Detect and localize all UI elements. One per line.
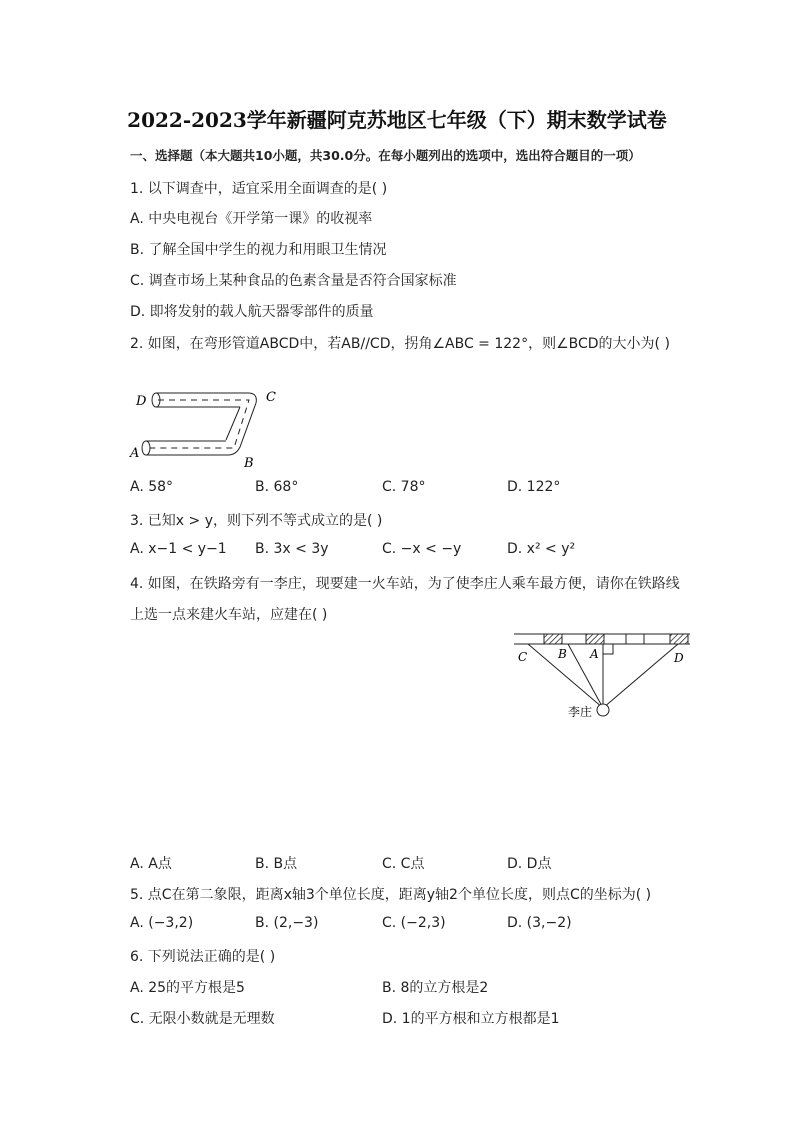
question-3-option-c: C. −x < −y — [382, 541, 462, 557]
railway-figure — [508, 628, 698, 723]
question-2-option-b: B. 68° — [255, 479, 299, 495]
figure-label-c: C — [266, 390, 276, 405]
figure-label-a: A — [590, 647, 599, 661]
question-2-stem: 2. 如图，在弯形管道ABCD中，若AB//CD，拐角∠ABC = 122°，则∠BCD的大小为( ) — [130, 336, 670, 352]
question-5-option-b: B. (2,−3) — [255, 915, 319, 931]
figure-label-b: B — [558, 647, 567, 661]
question-6-stem: 6. 下列说法正确的是( ) — [130, 949, 276, 965]
figure-label-a: A — [130, 446, 140, 461]
figure-label-b: B — [244, 456, 254, 471]
question-4-stem-line2: 上选一点来建火车站，应建在( ) — [130, 607, 328, 623]
question-1-option-c: C. 调查市场上某种食品的色素含量是否符合国家标准 — [130, 273, 457, 289]
figure-label-c: C — [518, 650, 528, 664]
figure-label-village: 李庄 — [568, 705, 593, 719]
page-title: 2022-2023学年新疆阿克苏地区七年级（下）期末数学试卷 — [127, 108, 667, 132]
question-6-option-b: B. 8的立方根是2 — [382, 980, 489, 996]
section-heading: 一、选择题（本大题共10小题，共30.0分。在每小题列出的选项中，选出符合题目的一项） — [130, 148, 641, 163]
question-3-stem: 3. 已知x > y，则下列不等式成立的是( ) — [130, 513, 383, 529]
question-4-option-d: D. D点 — [507, 856, 552, 872]
question-2-option-a: A. 58° — [130, 479, 174, 495]
question-6-option-d: D. 1的平方根和立方根都是1 — [382, 1011, 560, 1027]
question-2-option-d: D. 122° — [507, 479, 561, 495]
question-4-option-a: A. A点 — [130, 856, 172, 872]
question-5-option-d: D. (3,−2) — [507, 915, 572, 931]
question-1-option-d: D. 即将发射的载人航天器零部件的质量 — [130, 304, 374, 320]
question-5-stem: 5. 点C在第二象限，距离x轴3个单位长度，距离y轴2个单位长度，则点C的坐标为( ) — [130, 887, 652, 903]
bent-pipe-figure — [128, 385, 288, 475]
question-5-option-c: C. (−2,3) — [382, 915, 446, 931]
question-3-option-b: B. 3x < 3y — [255, 541, 329, 557]
question-6-option-a: A. 25的平方根是5 — [130, 980, 245, 996]
question-1-option-a: A. 中央电视台《开学第一课》的收视率 — [130, 211, 373, 227]
figure-label-d: D — [674, 651, 684, 665]
question-1-stem: 1. 以下调查中，适宜采用全面调查的是( ) — [130, 181, 388, 197]
question-4-option-c: C. C点 — [382, 856, 425, 872]
question-5-option-a: A. (−3,2) — [130, 915, 194, 931]
question-4-stem-line1: 4. 如图，在铁路旁有一李庄，现要建一火车站，为了使李庄人乘车最方便，请你在铁路线 — [130, 576, 680, 592]
figure-label-d: D — [136, 394, 147, 409]
question-1-option-b: B. 了解全国中学生的视力和用眼卫生情况 — [130, 242, 387, 258]
question-6-option-c: C. 无限小数就是无理数 — [130, 1011, 275, 1027]
question-2-option-c: C. 78° — [382, 479, 426, 495]
question-3-option-a: A. x−1 < y−1 — [130, 541, 227, 557]
question-3-option-d: D. x² < y² — [507, 541, 576, 557]
question-4-option-b: B. B点 — [255, 856, 298, 872]
